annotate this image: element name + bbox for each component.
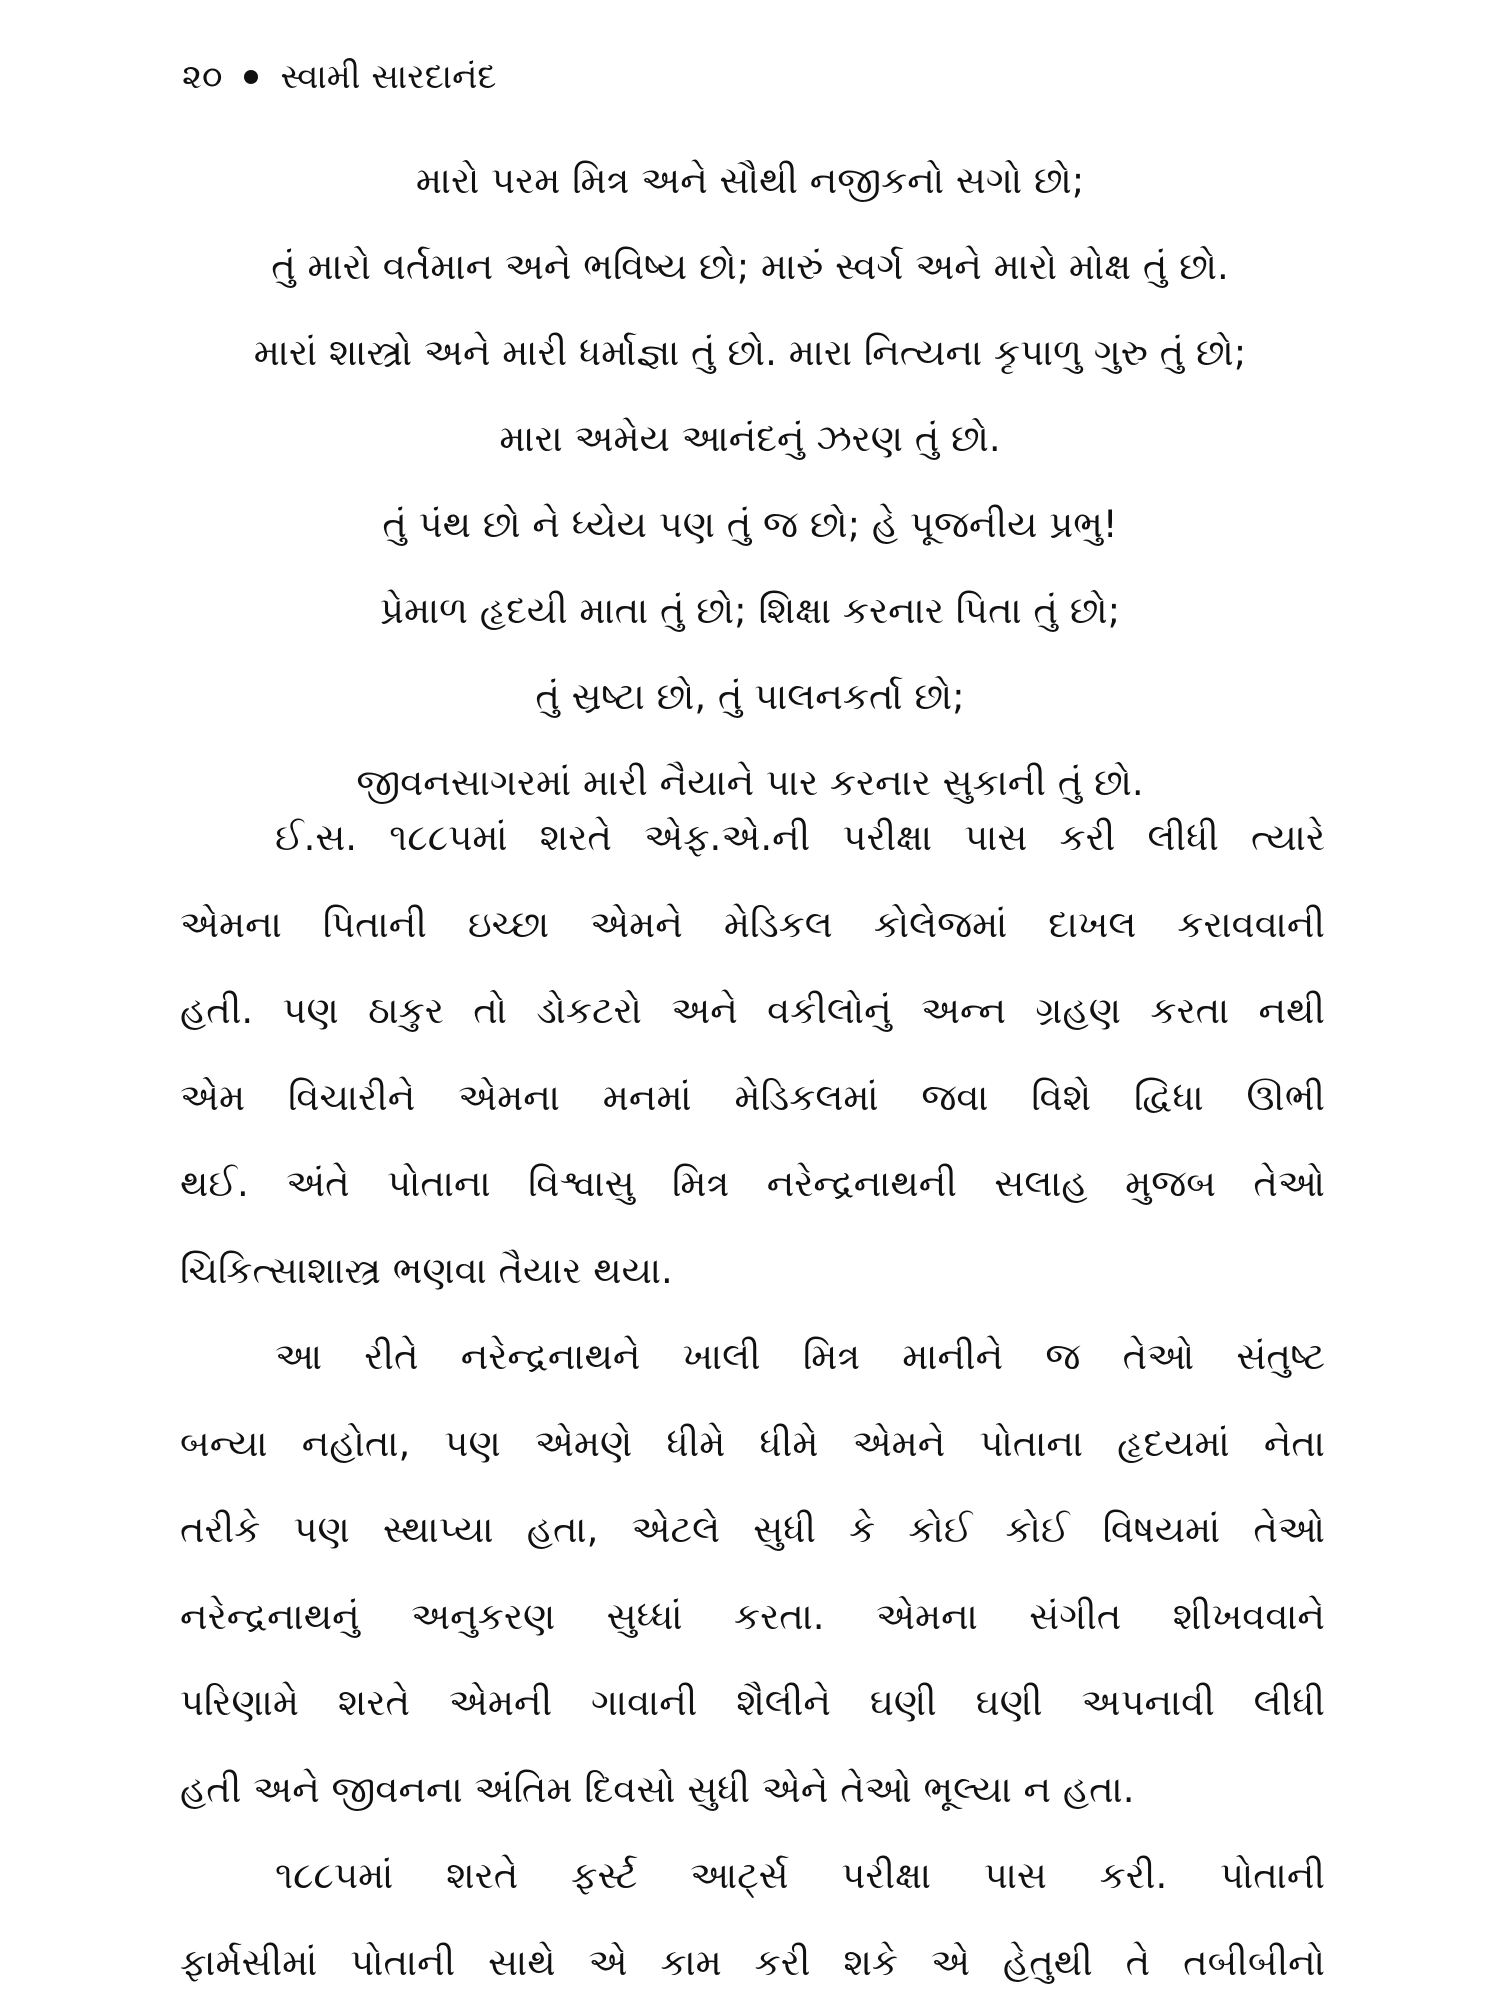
poem-line: તું મારો વર્તમાન અને ભવિષ્ય છો; મારું સ્વર્ગ અને મારો મોક્ષ તું છો.	[150, 224, 1350, 310]
paragraph-line: હતી. પણ ઠાકુર તો ડોકટરો અને વકીલોનું અન્ન ગ્રહણ કરતા નથી	[180, 968, 1325, 1055]
paragraph-line: પરિણામે શરતે એમની ગાવાની શૈલીને ઘણી ઘણી અપનાવી લીધી	[180, 1660, 1325, 1747]
paragraph-line: તરીકે પણ સ્થાપ્યા હતા, એટલે સુધી કે કોઈ કોઈ વિષયમાં તેઓ	[180, 1487, 1325, 1574]
prose-block	[180, 795, 1325, 2006]
paragraph-line: નરેન્દ્રનાથનું અનુકરણ સુધ્ધાં કરતા. એમના સંગીત શીખવવાને	[180, 1574, 1325, 1661]
paragraph-line: એમના પિતાની ઇચ્છા એમને મેડિકલ કોલેજમાં દાખલ કરાવવાની	[180, 882, 1325, 969]
poem-line: મારા અમેય આનંદનું ઝરણ તું છો.	[150, 396, 1350, 482]
poem-line: તું સ્રષ્ટા છો, તું પાલનકર્તા છો;	[150, 654, 1350, 740]
paragraph	[180, 1314, 1325, 1833]
paragraph-line: ૧૮૮૫માં શરતે ફર્સ્ટ આર્ટ્સ પરીક્ષા પાસ કરી. પોતાની	[180, 1833, 1325, 1920]
running-head	[182, 52, 496, 102]
bullet-dot-icon	[244, 70, 258, 84]
poem-line: જીવનસાગરમાં મારી નૈયાને પાર કરનાર સુકાની તું છો.	[150, 740, 1350, 826]
paragraph-line: ઈ.સ. ૧૮૮૫માં શરતે એફ.એ.ની પરીક્ષા પાસ કરી લીધી ત્યારે	[180, 795, 1325, 882]
paragraph-line: ચિકિત્સાશાસ્ત્ર ભણવા તૈયાર થયા.	[180, 1228, 1325, 1315]
poem-line: મારો પરમ મિત્ર અને સૌથી નજીકનો સગો છો;	[150, 138, 1350, 224]
paragraph-line: થઈ. અંતે પોતાના વિશ્વાસુ મિત્ર નરેન્દ્રનાથની સલાહ મુજબ તેઓ	[180, 1141, 1325, 1228]
paragraph	[180, 1833, 1325, 2006]
paragraph-line: હતી અને જીવનના અંતિમ દિવસો સુધી એને તેઓ ભૂલ્યા ન હતા.	[180, 1747, 1325, 1834]
paragraph	[180, 795, 1325, 1314]
paragraph-line: ફાર્મસીમાં પોતાની સાથે એ કામ કરી શકે એ હેતુથી તે તબીબીનો	[180, 1920, 1325, 2006]
book-title: સ્વામી સારદાનંદ	[280, 57, 496, 97]
poem-line: પ્રેમાળ હૃદયી માતા તું છો; શિક્ષા કરનાર પિતા તું છો;	[150, 568, 1350, 654]
poem-line: તું પંથ છો ને ધ્યેય પણ તું જ છો; હે પૂજનીય પ્રભુ!	[150, 482, 1350, 568]
poem-block	[150, 138, 1350, 826]
paragraph-line: આ રીતે નરેન્દ્રનાથને ખાલી મિત્ર માનીને જ તેઓ સંતુષ્ટ	[180, 1314, 1325, 1401]
paragraph-line: એમ વિચારીને એમના મનમાં મેડિકલમાં જવા વિશે દ્વિધા ઊભી	[180, 1055, 1325, 1142]
paragraph-line: બન્યા નહોતા, પણ એમણે ધીમે ધીમે એમને પોતાના હૃદયમાં નેતા	[180, 1401, 1325, 1488]
poem-line: મારાં શાસ્ત્રો અને મારી ધર્માજ્ઞા તું છો. મારા નિત્યના કૃપાળુ ગુરુ તું છો;	[150, 310, 1350, 396]
page-number: ૨૦	[182, 57, 222, 97]
